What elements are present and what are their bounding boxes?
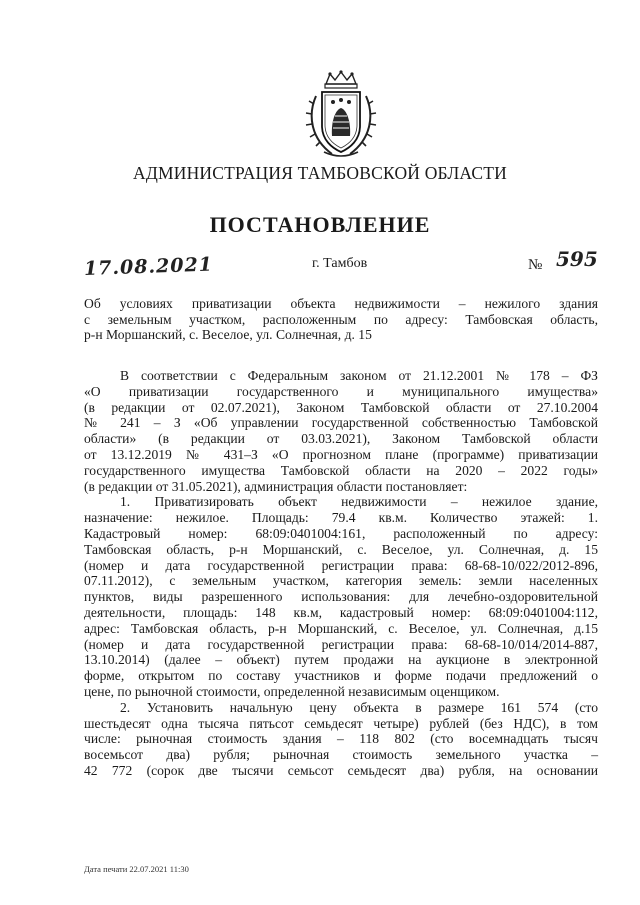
body-line: восемьсот два) рубля; рыночная стоимость земельного участка –: [84, 747, 598, 763]
body-line: числе: рыночная стоимость здания – 118 802 (сто восемнадцать тысяч: [84, 731, 598, 747]
body-line: Тамбовская область, р-н Моршанский, с. Веселое, ул. Солнечная, д. 15: [84, 541, 598, 557]
body-line: 07.11.2012), с земельным участком, категория земель: земли населенных: [84, 573, 598, 589]
body-line: назначение: нежилое. Площадь: 79.4 кв.м. Количество этажей: 1.: [84, 510, 598, 526]
body-line: (номер и дата государственной регистрации права: 68-68-10/022/2012-896,: [84, 557, 598, 573]
document-body: [84, 368, 598, 779]
body-line: 2. Установить начальную цену объекта в размере 161 574 (сто: [120, 699, 598, 715]
body-line: пунктов, виды разрешенного использования: для лечебно-оздоровительной: [84, 589, 598, 605]
body-line: адрес: Тамбовская область, р-н Моршанский, с. Веселое, ул. Солнечная, д.15: [84, 620, 598, 636]
body-line: 1. Приватизировать объект недвижимости – нежилое здание,: [120, 494, 598, 510]
print-date-footer: Дата печати 22.07.2021 11:30: [84, 864, 189, 874]
document-type-title: ПОСТАНОВЛЕНИЕ: [209, 212, 431, 237]
body-line: государственного имущества Тамбовской области на 2020 – 2022 годы»: [84, 462, 598, 478]
body-line: деятельности, площадь: 148 кв.м, кадастровый номер: 68:09:0401004:112,: [84, 604, 598, 620]
body-line: № 241 – З «Об управлении государственной собственностью Тамбовской: [84, 415, 598, 431]
body-line: 42 772 (сорок две тысячи семьсот семьдесят два) рубля, на основании: [84, 762, 598, 778]
body-line: Кадастровый номер: 68:09:0401004:161, расположенный по адресу:: [84, 525, 598, 541]
subject-line: с земельным участком, расположенным по адресу: Тамбовская область,: [84, 311, 598, 327]
body-line: шестьдесят одна тысяча пятьсот семьдесят четыре) рублей (без НДС), в том: [84, 715, 598, 731]
body-line: от 13.12.2019 № 431–З «О прогнозном плане (программе) приватизации: [84, 446, 598, 462]
handwritten-date: 17.08.2021: [83, 253, 214, 280]
subject-line: р-н Моршанский, с. Веселое, ул. Солнечная, д. 15: [84, 327, 372, 342]
body-line: «О приватизации государственного и муниципального имущества»: [84, 383, 598, 399]
subject-line: Об условиях приватизации объекта недвижимости – нежилого здания: [84, 296, 598, 311]
document-subject: [84, 296, 598, 343]
body-line: форме, открытом по составу участников и форме подачи предложений о: [84, 668, 598, 684]
body-line: цене, по рыночной стоимости, определенной независимым оценщиком.: [84, 683, 500, 699]
city-label: г. Тамбов: [312, 256, 368, 271]
handwritten-document-number: 595: [556, 247, 598, 271]
body-line: (номер и дата государственной регистрации права: 68-68-10/014/2014-887,: [84, 636, 598, 652]
body-line: области» (в редакции от 03.03.2021), Законом Тамбовской области: [84, 431, 598, 447]
body-line: 13.10.2014) (далее – объект) путем продажи на аукционе в электронной: [84, 652, 598, 668]
organization-name: АДМИНИСТРАЦИЯ ТАМБОВСКОЙ ОБЛАСТИ: [133, 163, 507, 183]
body-line: (в редакции от 02.07.2021), Законом Тамбовской области от 27.10.2004: [84, 399, 598, 415]
coat-of-arms-emblem: [302, 70, 380, 158]
body-line: В соответствии с Федеральным законом от 21.12.2001 № 178 – ФЗ: [120, 368, 598, 383]
body-line: (в редакции от 31.05.2021), администрация области постановляет:: [84, 478, 468, 494]
number-sign: №: [528, 257, 543, 273]
